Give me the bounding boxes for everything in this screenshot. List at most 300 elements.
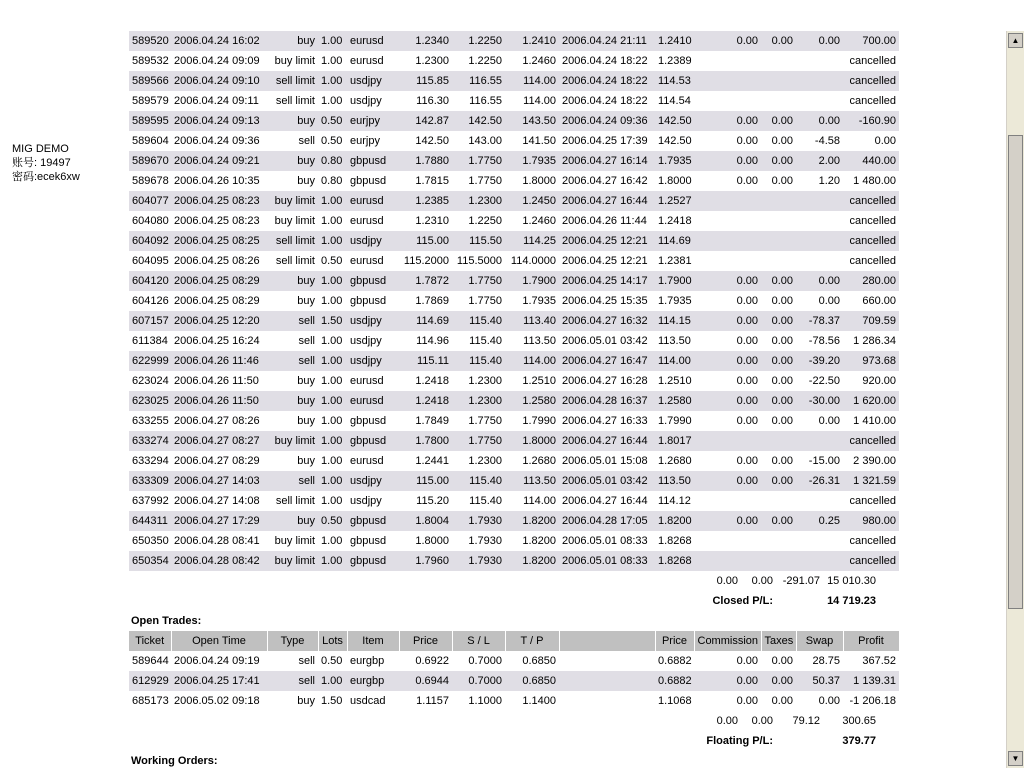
header-open-time: Open Time [171, 631, 267, 651]
cell-item: gbpusd [347, 431, 399, 451]
cell-lots: 1.50 [318, 691, 347, 711]
cell-type: buy [267, 31, 318, 51]
cell-lots: 1.00 [318, 91, 347, 111]
cell-item: eurjpy [347, 131, 399, 151]
cell-tp: 114.00 [505, 491, 559, 511]
closed-total-swap: -291.07 [776, 571, 823, 591]
closed-total-taxes: 0.00 [741, 571, 776, 591]
cell-profit: -1 206.18 [843, 691, 899, 711]
cell-swap: 50.37 [796, 671, 843, 691]
cell-lots: 1.00 [318, 31, 347, 51]
cell-profit: 700.00 [843, 31, 899, 51]
cell-type: sell limit [267, 251, 318, 271]
cell-swap [796, 211, 843, 231]
cell-sl: 115.50 [452, 231, 505, 251]
cell-open-time: 2006.04.27 17:29 [171, 511, 267, 531]
open-totals-table [129, 711, 879, 751]
cell-close-time: 2006.05.01 03:42 [559, 471, 655, 491]
cell-open-time: 2006.04.27 08:26 [171, 411, 267, 431]
closed-total-profit: 15 010.30 [823, 571, 879, 591]
closed-trades-table [129, 31, 899, 571]
cell-close-time: 2006.04.27 16:44 [559, 491, 655, 511]
cell-open-time: 2006.04.24 09:36 [171, 131, 267, 151]
table-row [129, 211, 899, 231]
cell-price: 1.7800 [399, 431, 452, 451]
cell-type: buy limit [267, 51, 318, 71]
cell-tp: 1.2510 [505, 371, 559, 391]
cell-tp: 113.40 [505, 311, 559, 331]
closed-pl-value: 14 719.23 [776, 591, 879, 611]
cell-sl: 1.2300 [452, 391, 505, 411]
cell-type: sell [267, 311, 318, 331]
cell-open-time: 2006.04.25 08:26 [171, 251, 267, 271]
cell-lots: 1.00 [318, 391, 347, 411]
header-sl: S / L [452, 631, 505, 651]
cell-type: buy [267, 151, 318, 171]
cell-taxes: 0.00 [761, 31, 796, 51]
cell-close-time: 2006.04.27 16:28 [559, 371, 655, 391]
cell-commission: 0.00 [694, 131, 761, 151]
cell-open-time: 2006.04.24 09:10 [171, 71, 267, 91]
scroll-down-arrow-icon[interactable]: ▼ [1008, 751, 1023, 766]
cell-close-price: 1.7900 [655, 271, 694, 291]
cell-open-time: 2006.04.24 09:13 [171, 111, 267, 131]
cell-price: 142.50 [399, 131, 452, 151]
cell-close-time: 2006.04.24 21:11 [559, 31, 655, 51]
cell-sl: 1.2300 [452, 371, 505, 391]
cell-type: buy [267, 271, 318, 291]
cell-swap: 0.00 [796, 111, 843, 131]
cell-type: buy limit [267, 531, 318, 551]
header-blank [559, 631, 655, 651]
cell-profit: 440.00 [843, 151, 899, 171]
cell-item: gbpusd [347, 411, 399, 431]
cell-close-price: 113.50 [655, 331, 694, 351]
cell-ticket: 589644 [129, 651, 171, 671]
cell-swap: 0.00 [796, 691, 843, 711]
cell-taxes [761, 211, 796, 231]
cell-close-time: 2006.04.27 16:32 [559, 311, 655, 331]
cell-lots: 0.50 [318, 131, 347, 151]
scrollbar-thumb[interactable] [1008, 135, 1023, 609]
table-row [129, 31, 899, 51]
open-totals-row [129, 711, 879, 731]
cell-lots: 1.00 [318, 191, 347, 211]
cell-ticket: 589670 [129, 151, 171, 171]
cell-commission: 0.00 [694, 471, 761, 491]
table-row [129, 531, 899, 551]
cell-price: 1.2310 [399, 211, 452, 231]
cell-lots: 1.00 [318, 51, 347, 71]
cell-ticket: 633294 [129, 451, 171, 471]
cell-taxes: 0.00 [761, 651, 796, 671]
table-row [129, 491, 899, 511]
cell-ticket: 589604 [129, 131, 171, 151]
table-row [129, 391, 899, 411]
cell-item: eurgbp [347, 651, 399, 671]
cell-profit: cancelled [843, 231, 899, 251]
cell-item: usdjpy [347, 351, 399, 371]
cell-lots: 1.00 [318, 331, 347, 351]
cell-open-time: 2006.04.27 08:27 [171, 431, 267, 451]
table-row [129, 51, 899, 71]
cell-commission: 0.00 [694, 331, 761, 351]
cell-taxes: 0.00 [761, 391, 796, 411]
cell-swap: -4.58 [796, 131, 843, 151]
cell-profit: cancelled [843, 531, 899, 551]
cell-price: 1.7815 [399, 171, 452, 191]
cell-close-price: 1.7935 [655, 291, 694, 311]
closed-total-commission: 0.00 [674, 571, 741, 591]
cell-type: buy limit [267, 431, 318, 451]
table-row [129, 431, 899, 451]
cell-profit: 280.00 [843, 271, 899, 291]
cell-price: 115.11 [399, 351, 452, 371]
table-row [129, 651, 899, 671]
cell-tp: 1.7935 [505, 291, 559, 311]
cell-swap: -30.00 [796, 391, 843, 411]
open-trades-table [129, 631, 900, 711]
floating-pl-label: Floating P/L: [674, 731, 776, 751]
cell-type: sell [267, 471, 318, 491]
cell-taxes: 0.00 [761, 371, 796, 391]
cell-type: sell [267, 651, 318, 671]
cell-profit: cancelled [843, 431, 899, 451]
cell-tp: 1.1400 [505, 691, 559, 711]
header-ticket: Ticket [129, 631, 171, 651]
cell-ticket: 622999 [129, 351, 171, 371]
cell-item: eurusd [347, 451, 399, 471]
cell-lots: 1.00 [318, 371, 347, 391]
table-row [129, 271, 899, 291]
cell-lots: 1.00 [318, 471, 347, 491]
cell-taxes: 0.00 [761, 451, 796, 471]
cell-close-price: 1.8268 [655, 531, 694, 551]
cell-close-price: 1.8017 [655, 431, 694, 451]
cell-commission [694, 551, 761, 571]
cell-profit: 660.00 [843, 291, 899, 311]
cell-taxes: 0.00 [761, 171, 796, 191]
cell-tp: 0.6850 [505, 671, 559, 691]
cell-profit: cancelled [843, 71, 899, 91]
cell-close-price: 142.50 [655, 111, 694, 131]
cell-swap: 0.00 [796, 411, 843, 431]
cell-tp: 1.2460 [505, 211, 559, 231]
cell-profit: cancelled [843, 211, 899, 231]
cell-ticket: 685173 [129, 691, 171, 711]
scroll-up-arrow-icon[interactable]: ▲ [1008, 33, 1023, 48]
cell-price: 1.1157 [399, 691, 452, 711]
cell-close-price: 1.8268 [655, 551, 694, 571]
cell-ticket: 633274 [129, 431, 171, 451]
cell-type: buy [267, 291, 318, 311]
cell-type: buy [267, 111, 318, 131]
cell-close-price: 1.2580 [655, 391, 694, 411]
cell-swap [796, 91, 843, 111]
cell-close-time: 2006.04.25 15:35 [559, 291, 655, 311]
cell-taxes [761, 191, 796, 211]
cell-price: 115.2000 [399, 251, 452, 271]
cell-close-price: 114.12 [655, 491, 694, 511]
cell-open-time: 2006.04.28 08:41 [171, 531, 267, 551]
statement-report [129, 31, 896, 771]
header-commission: Commission [694, 631, 761, 651]
cell-tp: 1.7900 [505, 271, 559, 291]
cell-price: 1.8000 [399, 531, 452, 551]
cell-taxes: 0.00 [761, 291, 796, 311]
cell-price: 1.7960 [399, 551, 452, 571]
cell-lots: 1.00 [318, 291, 347, 311]
cell-commission: 0.00 [694, 511, 761, 531]
cell-ticket: 611384 [129, 331, 171, 351]
cell-commission: 0.00 [694, 171, 761, 191]
cell-type: sell [267, 131, 318, 151]
cell-tp: 0.6850 [505, 651, 559, 671]
cell-price: 116.30 [399, 91, 452, 111]
cell-lots: 1.00 [318, 411, 347, 431]
cell-price: 114.96 [399, 331, 452, 351]
cell-close-time: 2006.04.25 14:17 [559, 271, 655, 291]
cell-commission: 0.00 [694, 411, 761, 431]
cell-item: eurusd [347, 371, 399, 391]
cell-open-time: 2006.04.24 09:19 [171, 651, 267, 671]
cell-commission [694, 251, 761, 271]
cell-taxes [761, 71, 796, 91]
cell-price: 115.85 [399, 71, 452, 91]
cell-commission: 0.00 [694, 391, 761, 411]
cell-open-time: 2006.05.02 09:18 [171, 691, 267, 711]
cell-taxes: 0.00 [761, 151, 796, 171]
cell-open-time: 2006.04.25 17:41 [171, 671, 267, 691]
cell-item: eurusd [347, 251, 399, 271]
table-row [129, 251, 899, 271]
cell-close-price: 1.2381 [655, 251, 694, 271]
cell-taxes [761, 51, 796, 71]
cell-tp: 114.0000 [505, 251, 559, 271]
cell-close-time: 2006.04.28 16:37 [559, 391, 655, 411]
cell-lots: 1.00 [318, 431, 347, 451]
table-row [129, 191, 899, 211]
cell-type: sell limit [267, 71, 318, 91]
cell-taxes: 0.00 [761, 131, 796, 151]
cell-lots: 1.50 [318, 311, 347, 331]
cell-item: gbpusd [347, 551, 399, 571]
cell-taxes: 0.00 [761, 271, 796, 291]
cell-price: 142.87 [399, 111, 452, 131]
cell-ticket: 604077 [129, 191, 171, 211]
cell-type: buy [267, 171, 318, 191]
cell-item: usdjpy [347, 471, 399, 491]
cell-close-price: 1.2527 [655, 191, 694, 211]
cell-lots: 1.00 [318, 451, 347, 471]
cell-swap [796, 491, 843, 511]
cell-ticket: 589566 [129, 71, 171, 91]
cell-close-price: 1.8200 [655, 511, 694, 531]
cell-close-time: 2006.04.25 12:21 [559, 231, 655, 251]
cell-close-time: 2006.05.01 15:08 [559, 451, 655, 471]
open-trades-title: Open Trades: [131, 615, 202, 627]
table-row [129, 511, 899, 531]
cell-ticket: 589678 [129, 171, 171, 191]
cell-sl: 115.40 [452, 311, 505, 331]
cell-close-time: 2006.04.24 18:22 [559, 51, 655, 71]
cell-price: 1.7880 [399, 151, 452, 171]
cell-commission [694, 231, 761, 251]
cell-close-time: 2006.04.27 16:42 [559, 171, 655, 191]
cell-open-time: 2006.04.27 14:08 [171, 491, 267, 511]
cell-swap: -22.50 [796, 371, 843, 391]
cell-open-time: 2006.04.25 08:25 [171, 231, 267, 251]
cell-open-time: 2006.04.26 11:50 [171, 371, 267, 391]
cell-profit: 973.68 [843, 351, 899, 371]
cell-ticket: 633255 [129, 411, 171, 431]
cell-sl: 1.2300 [452, 451, 505, 471]
header-profit: Profit [843, 631, 899, 651]
cell-price: 1.2441 [399, 451, 452, 471]
table-row [129, 331, 899, 351]
cell-type: buy [267, 691, 318, 711]
cell-close-time: 2006.04.27 16:44 [559, 191, 655, 211]
cell-item: gbpusd [347, 291, 399, 311]
working-orders-title: Working Orders: [131, 755, 218, 767]
cell-open-time: 2006.04.26 11:46 [171, 351, 267, 371]
cell-tp: 113.50 [505, 331, 559, 351]
cell-item: eurusd [347, 191, 399, 211]
cell-profit: cancelled [843, 491, 899, 511]
cell-ticket: 604120 [129, 271, 171, 291]
cell-type: buy limit [267, 191, 318, 211]
cell-taxes: 0.00 [761, 331, 796, 351]
cell-swap: -78.56 [796, 331, 843, 351]
cell-profit: 1 410.00 [843, 411, 899, 431]
cell-lots: 0.50 [318, 111, 347, 131]
cell-item: gbpusd [347, 271, 399, 291]
cell-item: gbpusd [347, 171, 399, 191]
cell-tp: 1.8000 [505, 171, 559, 191]
cell-sl: 1.2250 [452, 51, 505, 71]
cell-item: eurjpy [347, 111, 399, 131]
table-row [129, 291, 899, 311]
cell-open-time: 2006.04.28 08:42 [171, 551, 267, 571]
open-total-commission: 0.00 [674, 711, 741, 731]
cell-item: usdjpy [347, 91, 399, 111]
cell-profit: cancelled [843, 51, 899, 71]
cell-sl: 1.7750 [452, 151, 505, 171]
vertical-scrollbar[interactable] [1006, 31, 1024, 768]
cell-ticket: 604126 [129, 291, 171, 311]
cell-commission: 0.00 [694, 691, 761, 711]
cell-price: 1.7872 [399, 271, 452, 291]
cell-taxes [761, 231, 796, 251]
cell-close-time: 2006.04.24 18:22 [559, 71, 655, 91]
cell-close-price: 1.2510 [655, 371, 694, 391]
cell-swap: 0.25 [796, 511, 843, 531]
header-current-price: Price [655, 631, 694, 651]
cell-ticket: 604092 [129, 231, 171, 251]
cell-item: usdjpy [347, 231, 399, 251]
cell-lots: 0.80 [318, 171, 347, 191]
closed-totals-row [129, 571, 879, 591]
cell-lots: 0.50 [318, 651, 347, 671]
cell-profit: 709.59 [843, 311, 899, 331]
cell-ticket: 589532 [129, 51, 171, 71]
cell-close-price: 114.69 [655, 231, 694, 251]
cell-sl: 1.7750 [452, 411, 505, 431]
table-row [129, 171, 899, 191]
cell-commission: 0.00 [694, 371, 761, 391]
cell-taxes: 0.00 [761, 411, 796, 431]
cell-tp: 1.8200 [505, 551, 559, 571]
cell-lots: 1.00 [318, 671, 347, 691]
cell-price: 115.20 [399, 491, 452, 511]
table-row [129, 311, 899, 331]
cell-close-time: 2006.04.28 17:05 [559, 511, 655, 531]
table-row [129, 71, 899, 91]
cell-taxes [761, 531, 796, 551]
cell-price: 1.7869 [399, 291, 452, 311]
cell-price: 1.2418 [399, 391, 452, 411]
cell-tp: 1.8200 [505, 531, 559, 551]
cell-taxes [761, 431, 796, 451]
table-row [129, 691, 899, 711]
cell-ticket: 623025 [129, 391, 171, 411]
cell-swap [796, 71, 843, 91]
cell-type: sell limit [267, 491, 318, 511]
account-password: 密码:ecek6xw [12, 171, 80, 183]
table-row [129, 111, 899, 131]
cell-ticket: 633309 [129, 471, 171, 491]
cell-item: usdjpy [347, 311, 399, 331]
cell-close-price: 1.2410 [655, 31, 694, 51]
cell-sl: 1.7930 [452, 511, 505, 531]
cell-profit: cancelled [843, 91, 899, 111]
cell-tp: 141.50 [505, 131, 559, 151]
open-total-profit: 300.65 [823, 711, 879, 731]
cell-commission: 0.00 [694, 671, 761, 691]
cell-open-time: 2006.04.26 10:35 [171, 171, 267, 191]
cell-item: usdjpy [347, 491, 399, 511]
cell-close-price: 114.54 [655, 91, 694, 111]
cell-lots: 1.00 [318, 551, 347, 571]
cell-tp: 1.2410 [505, 31, 559, 51]
cell-commission [694, 431, 761, 451]
cell-item: eurusd [347, 391, 399, 411]
cell-commission: 0.00 [694, 111, 761, 131]
cell-blank [559, 691, 655, 711]
cell-commission [694, 91, 761, 111]
cell-taxes [761, 251, 796, 271]
cell-open-time: 2006.04.24 09:21 [171, 151, 267, 171]
cell-sl: 116.55 [452, 91, 505, 111]
cell-commission [694, 211, 761, 231]
cell-tp: 1.8200 [505, 511, 559, 531]
cell-swap [796, 531, 843, 551]
cell-tp: 1.2450 [505, 191, 559, 211]
cell-price: 0.6944 [399, 671, 452, 691]
cell-open-time: 2006.04.25 08:29 [171, 271, 267, 291]
cell-commission: 0.00 [694, 311, 761, 331]
cell-lots: 1.00 [318, 271, 347, 291]
cell-close-price: 1.7935 [655, 151, 694, 171]
cell-type: buy limit [267, 551, 318, 571]
cell-close-time: 2006.04.27 16:14 [559, 151, 655, 171]
cell-sl: 1.7750 [452, 271, 505, 291]
cell-price: 115.00 [399, 231, 452, 251]
cell-tp: 114.00 [505, 351, 559, 371]
cell-current-price: 0.6882 [655, 651, 694, 671]
cell-taxes [761, 91, 796, 111]
cell-open-time: 2006.04.25 08:23 [171, 211, 267, 231]
